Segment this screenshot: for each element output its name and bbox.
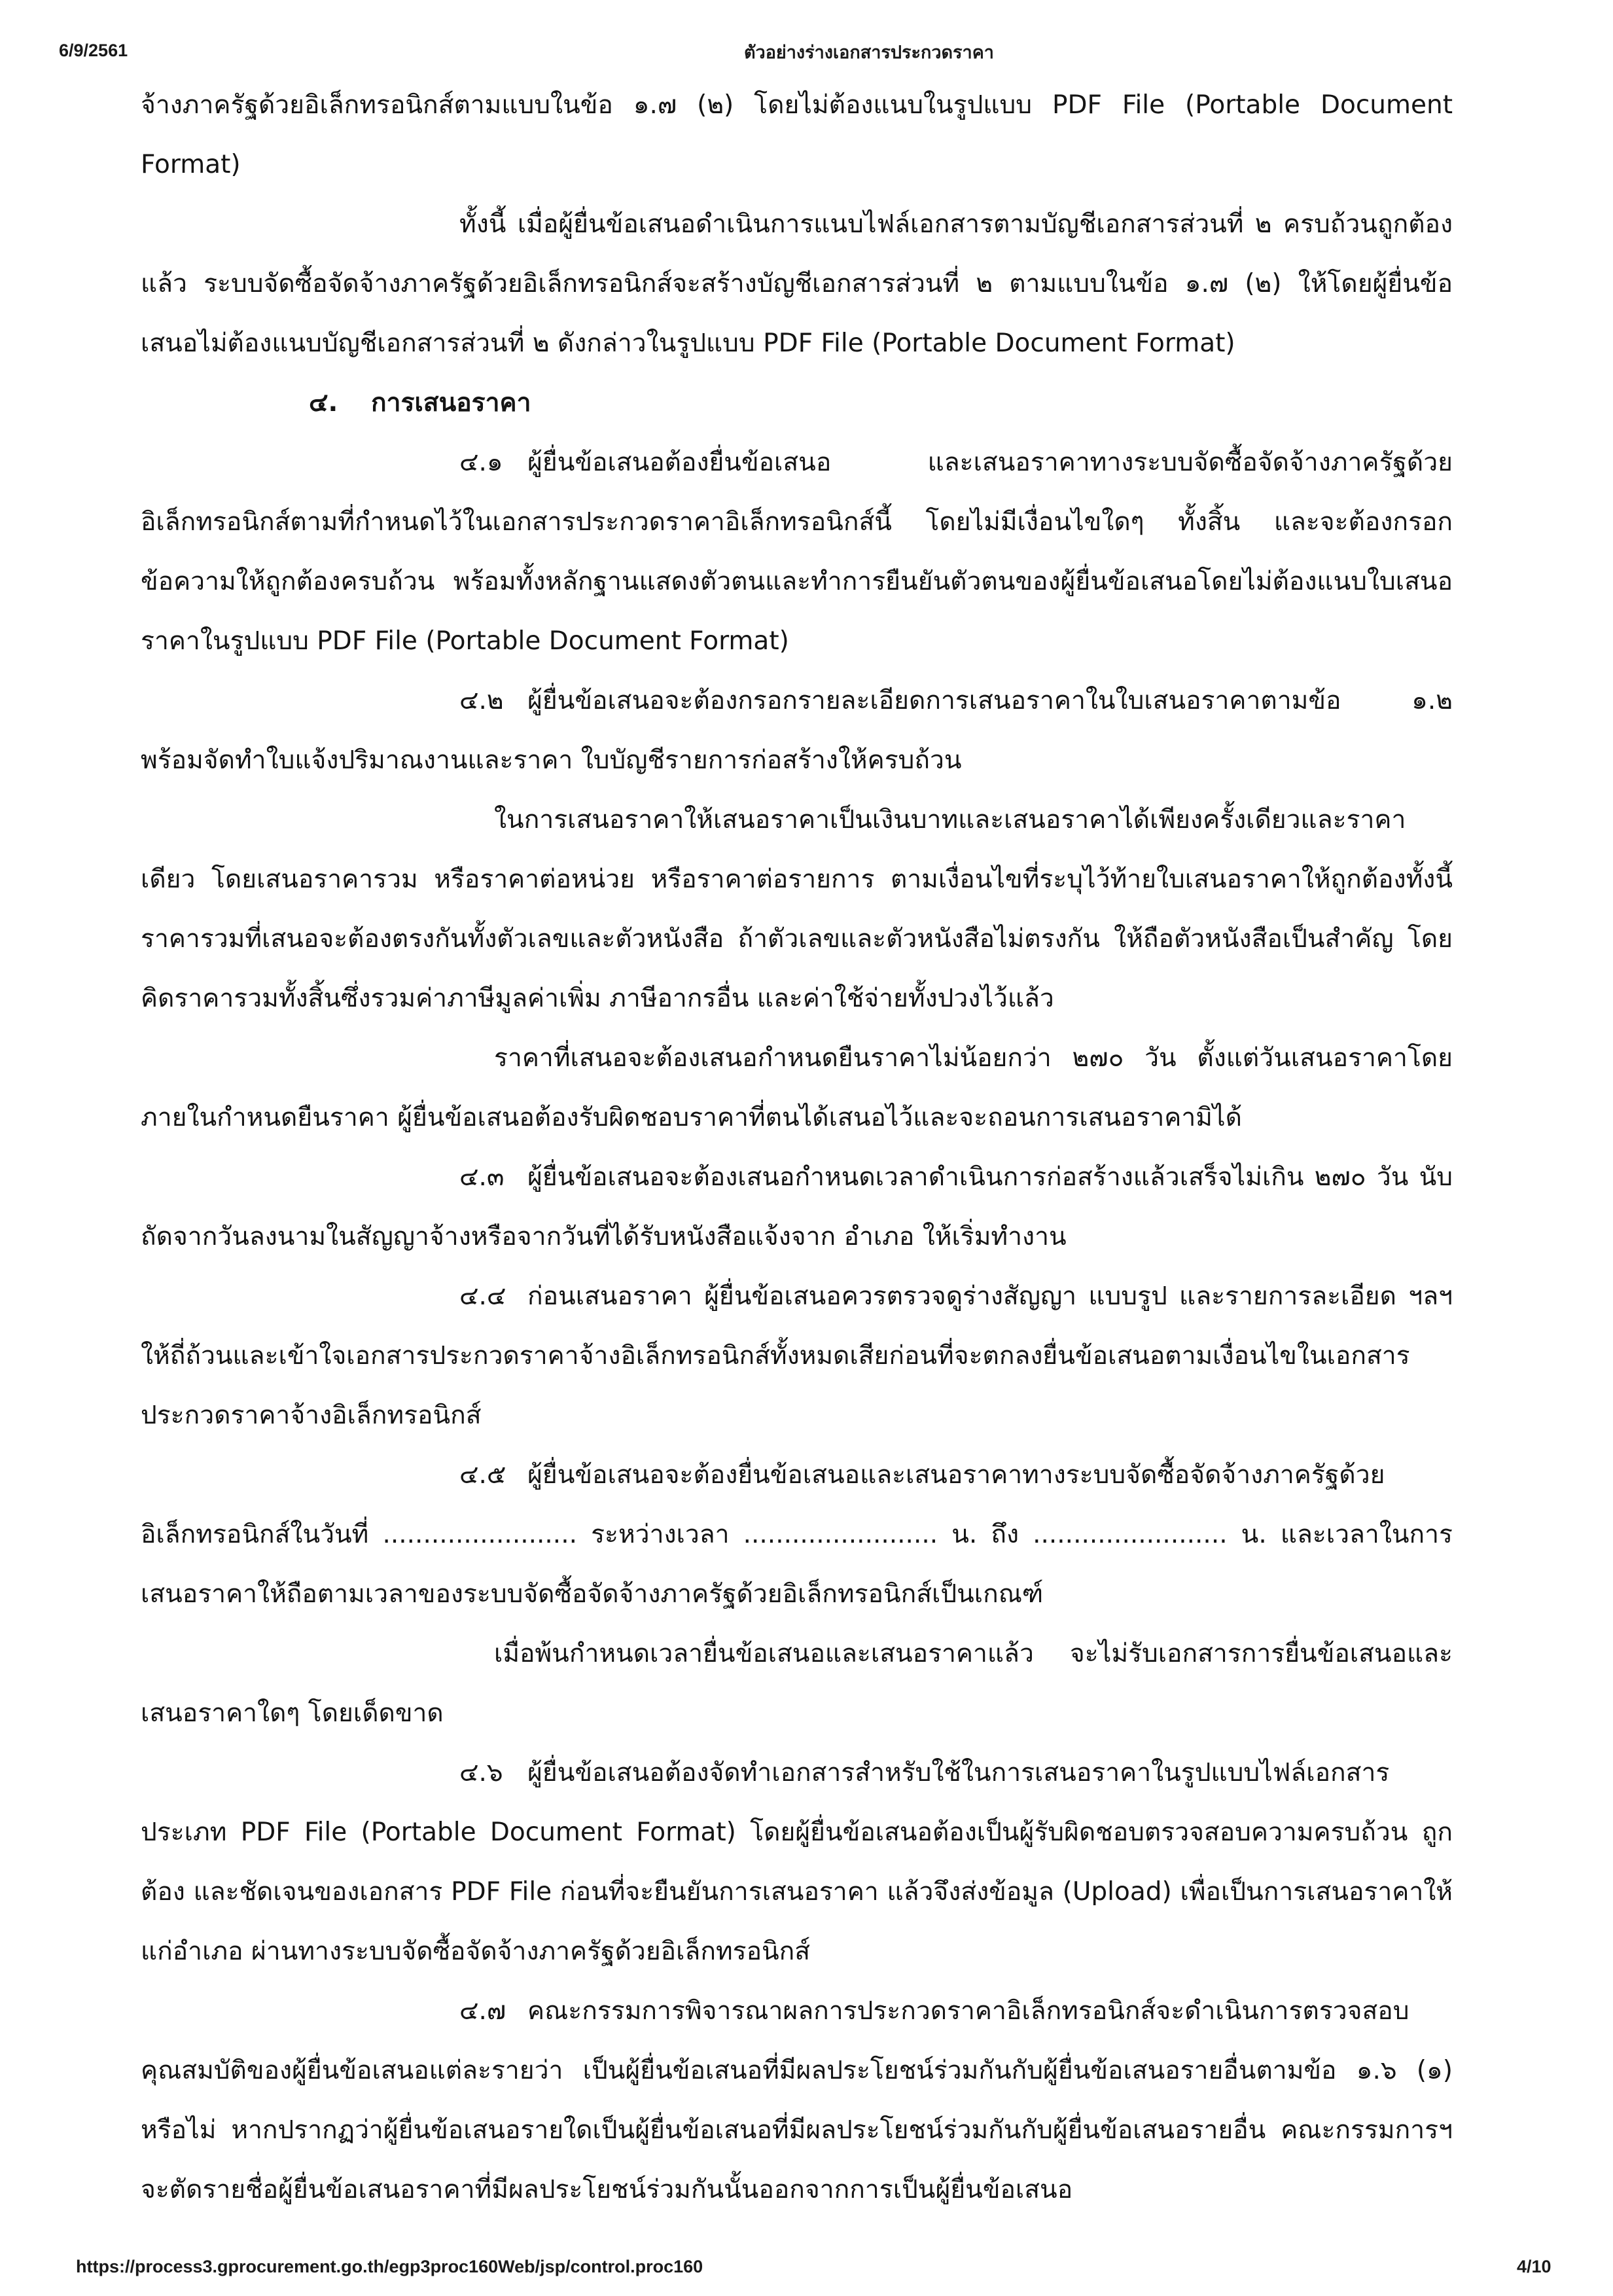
clause-4-5-paragraph-2: เมื่อพ้นกำหนดเวลายื่นข้อเสนอและเสนอราคาแล้ว จะไม่รับเอกสารการยื่นข้อเสนอและเสนอราคาใดๆ โดยเด็ดขาด [141, 1639, 1453, 1728]
section-heading [141, 373, 1453, 433]
clause-number: ๔.๖ [459, 1758, 503, 1787]
clause-4-4 [141, 1266, 1453, 1445]
clause-number: ๔.๕ [459, 1460, 506, 1490]
clause-text: คณะกรรมการพิจารณาผลการประกวดราคาอิเล็กทรอนิกส์จะดำเนินการตรวจสอบคุณสมบัติของผู้ยื่นข้อเสนอแต่ละรายว่า เป็นผู้ยื่นข้อเสนอที่มีผลประโยชน์ร่วมกันกับผู้ยื่นข้อเสนอรายอื่นตามข้อ ๑.๖ (๑) หรือไม่ หากปรากฏว่าผู้ยื่นข้อเสนอรายใดเป็นผู้ยื่นข้อเสนอที่มีผลประโยชน์ร่วมกันกับผู้ยื่นข้อเสนอรายอื่น คณะกรรมการฯ จะตัดรายชื่อผู้ยื่นข้อเสนอราคาที่มีผลประโยชน์ร่วมกันนั้นออกจากการเป็นผู้ยื่นข้อเสนอ [141, 1996, 1453, 2204]
clause-number: ๔.๔ [459, 1282, 506, 1311]
section-title: การเสนอราคา [371, 388, 531, 418]
clause-number: ๔.๓ [459, 1162, 505, 1192]
print-date: 6/9/2561 [59, 41, 128, 60]
document-title: ตัวอย่างร่างเอกสารประกวดราคา [744, 43, 994, 62]
paragraph-continued: จ้างภาครัฐด้วยอิเล็กทรอนิกส์ตามแบบในข้อ ๑.๗ (๒) โดยไม่ต้องแนบในรูปแบบ PDF File (Portable Document Format) [141, 90, 1453, 179]
clause-4-5 [141, 1445, 1453, 1624]
clause-text: ผู้ยื่นข้อเสนอจะต้องกรอกรายละเอียดการเสนอราคาในใบเสนอราคาตามข้อ ๑.๒ พร้อมจัดทำใบแจ้งปริมาณงานและราคา ใบบัญชีรายการก่อสร้างให้ครบถ้วน [141, 686, 1453, 775]
clause-4-7 [141, 1981, 1453, 2219]
clause-4-2-paragraph-2: ในการเสนอราคาให้เสนอราคาเป็นเงินบาทและเสนอราคาได้เพียงครั้งเดียวและราคาเดียว โดยเสนอราคารวม หรือราคาต่อหน่วย หรือราคาต่อรายการ ตามเงื่อนไขที่ระบุไว้ท้ายใบเสนอราคาให้ถูกต้องทั้งนี้ ราคารวมที่เสนอจะต้องตรงกันทั้งตัวเลขและตัวหนังสือ ถ้าตัวเลขและตัวหนังสือไม่ตรงกัน ให้ถือตัวหนังสือเป็นสำคัญ โดยคิดราคารวมทั้งสิ้นซึ่งรวมค่าภาษีมูลค่าเพิ่ม ภาษีอากรอื่น และค่าใช้จ่ายทั้งปวงไว้แล้ว [141, 805, 1453, 1013]
clause-4-1 [141, 433, 1453, 671]
clause-4-6 [141, 1743, 1453, 1981]
source-url: https://process3.gprocurement.go.th/egp3proc160Web/jsp/control.proc160 [76, 2257, 703, 2276]
clause-number: ๔.๗ [459, 1996, 506, 2026]
document-body [141, 75, 1453, 2219]
clause-number: ๔.๒ [459, 686, 504, 715]
clause-number: ๔.๑ [459, 448, 503, 477]
clause-4-2 [141, 671, 1453, 790]
clause-text: ผู้ยื่นข้อเสนอจะต้องยื่นข้อเสนอและเสนอราคาทางระบบจัดซื้อจัดจ้างภาครัฐด้วยอิเล็กทรอนิกส์ในวันที่ ........................ ระหว่างเวลา ........................ น. ถึง ........................ น. และเวลาในการเสนอราคาให้ถือตามเวลาของระบบจัดซื้อจัดจ้างภาครัฐด้วยอิเล็กทรอนิกส์เป็นเกณฑ์ [141, 1460, 1453, 1609]
clause-4-2-paragraph-3: ราคาที่เสนอจะต้องเสนอกำหนดยืนราคาไม่น้อยกว่า ๒๗๐ วัน ตั้งแต่วันเสนอราคาโดยภายในกำหนดยืนราคา ผู้ยื่นข้อเสนอต้องรับผิดชอบราคาที่ตนได้เสนอไว้และจะถอนการเสนอราคามิได้ [141, 1043, 1453, 1132]
clause-text: ผู้ยื่นข้อเสนอจะต้องเสนอกำหนดเวลาดำเนินการก่อสร้างแล้วเสร็จไม่เกิน ๒๗๐ วัน นับถัดจากวันลงนามในสัญญาจ้างหรือจากวันที่ได้รับหนังสือแจ้งจาก อำเภอ ให้เริ่มทำงาน [141, 1162, 1453, 1251]
clause-4-3 [141, 1147, 1453, 1266]
paragraph-note: ทั้งนี้ เมื่อผู้ยื่นข้อเสนอดำเนินการแนบไฟล์เอกสารตามบัญชีเอกสารส่วนที่ ๒ ครบถ้วนถูกต้องแล้ว ระบบจัดซื้อจัดจ้างภาครัฐด้วยอิเล็กทรอนิกส์จะสร้างบัญชีเอกสารส่วนที่ ๒ ตามแบบในข้อ ๑.๗ (๒) ให้โดยผู้ยื่นข้อเสนอไม่ต้องแนบบัญชีเอกสารส่วนที่ ๒ ดังกล่าวในรูปแบบ PDF File (Portable Document Format) [141, 209, 1453, 358]
section-number: ๔. [309, 388, 338, 418]
clause-text: ก่อนเสนอราคา ผู้ยื่นข้อเสนอควรตรวจดูร่างสัญญา แบบรูป และรายการละเอียด ฯลฯ ให้ถี่ถ้วนและเข้าใจเอกสารประกวดราคาจ้างอิเล็กทรอนิกส์ทั้งหมดเสียก่อนที่จะตกลงยื่นข้อเสนอตามเงื่อนไขในเอกสารประกวดราคาจ้างอิเล็กทรอนิกส์ [141, 1282, 1453, 1430]
clause-text: ผู้ยื่นข้อเสนอต้องยื่นข้อเสนอ และเสนอราคาทางระบบจัดซื้อจัดจ้างภาครัฐด้วยอิเล็กทรอนิกส์ตามที่กำหนดไว้ในเอกสารประกวดราคาอิเล็กทรอนิกส์นี้ โดยไม่มีเงื่อนไขใดๆ ทั้งสิ้น และจะต้องกรอกข้อความให้ถูกต้องครบถ้วน พร้อมทั้งหลักฐานแสดงตัวตนและทำการยืนยันตัวตนของผู้ยื่นข้อเสนอโดยไม่ต้องแนบใบเสนอราคาในรูปแบบ PDF File (Portable Document Format) [141, 448, 1453, 656]
clause-text: ผู้ยื่นข้อเสนอต้องจัดทำเอกสารสำหรับใช้ในการเสนอราคาในรูปแบบไฟล์เอกสารประเภท PDF File (Portable Document Format) โดยผู้ยื่นข้อเสนอต้องเป็นผู้รับผิดชอบตรวจสอบความครบถ้วน ถูกต้อง และชัดเจนของเอกสาร PDF File ก่อนที่จะยืนยันการเสนอราคา แล้วจึงส่งข้อมูล (Upload) เพื่อเป็นการเสนอราคาให้แก่อำเภอ ผ่านทางระบบจัดซื้อจัดจ้างภาครัฐด้วยอิเล็กทรอนิกส์ [141, 1758, 1453, 1966]
page-number: 4/10 [1517, 2257, 1551, 2276]
